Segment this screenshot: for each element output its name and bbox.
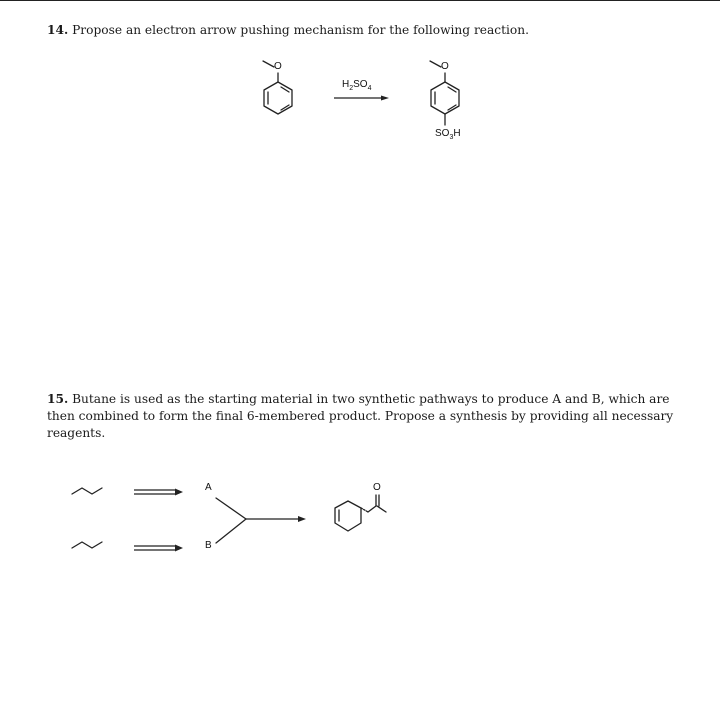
oxygen-label-product: O [441,61,449,72]
reaction-arrow-14 [334,96,389,101]
question-14-text: Propose an electron arrow pushing mechanism for the following reaction. [72,23,529,37]
combination-lines [216,498,306,543]
sulfonic-so: SO [435,128,450,139]
butane-structure-b [72,542,102,548]
question-15 [47,391,687,442]
reagent-subscript-2: 2 [349,85,354,92]
question-15-number: 15. [47,392,69,406]
sulfonic-h: H [453,128,461,139]
question-14-number: 14. [47,23,69,37]
reagent-h: H [342,79,350,90]
multi-step-arrow-a [134,489,183,496]
ketone-oxygen-label: O [373,482,381,493]
question-15-text: Butane is used as the starting material in two synthetic pathways to produce A and B, which are then combined to form the final 6-membered product. Propose a synthesis by providing all necessary reagents. [47,392,674,440]
intermediate-a-label: A [205,482,212,493]
sulfonic-acid-label [435,128,461,141]
butane-structure-a [72,488,102,494]
oxygen-label-reactant: O [274,61,282,72]
final-product-structure [335,495,386,531]
reagent-label [342,79,372,92]
reagent-so: SO [353,79,368,90]
reagent-subscript-4: 4 [367,85,372,92]
intermediate-b-label: B [205,540,212,551]
sulfonic-subscript-3: 3 [449,134,454,141]
multi-step-arrow-b [134,545,183,552]
